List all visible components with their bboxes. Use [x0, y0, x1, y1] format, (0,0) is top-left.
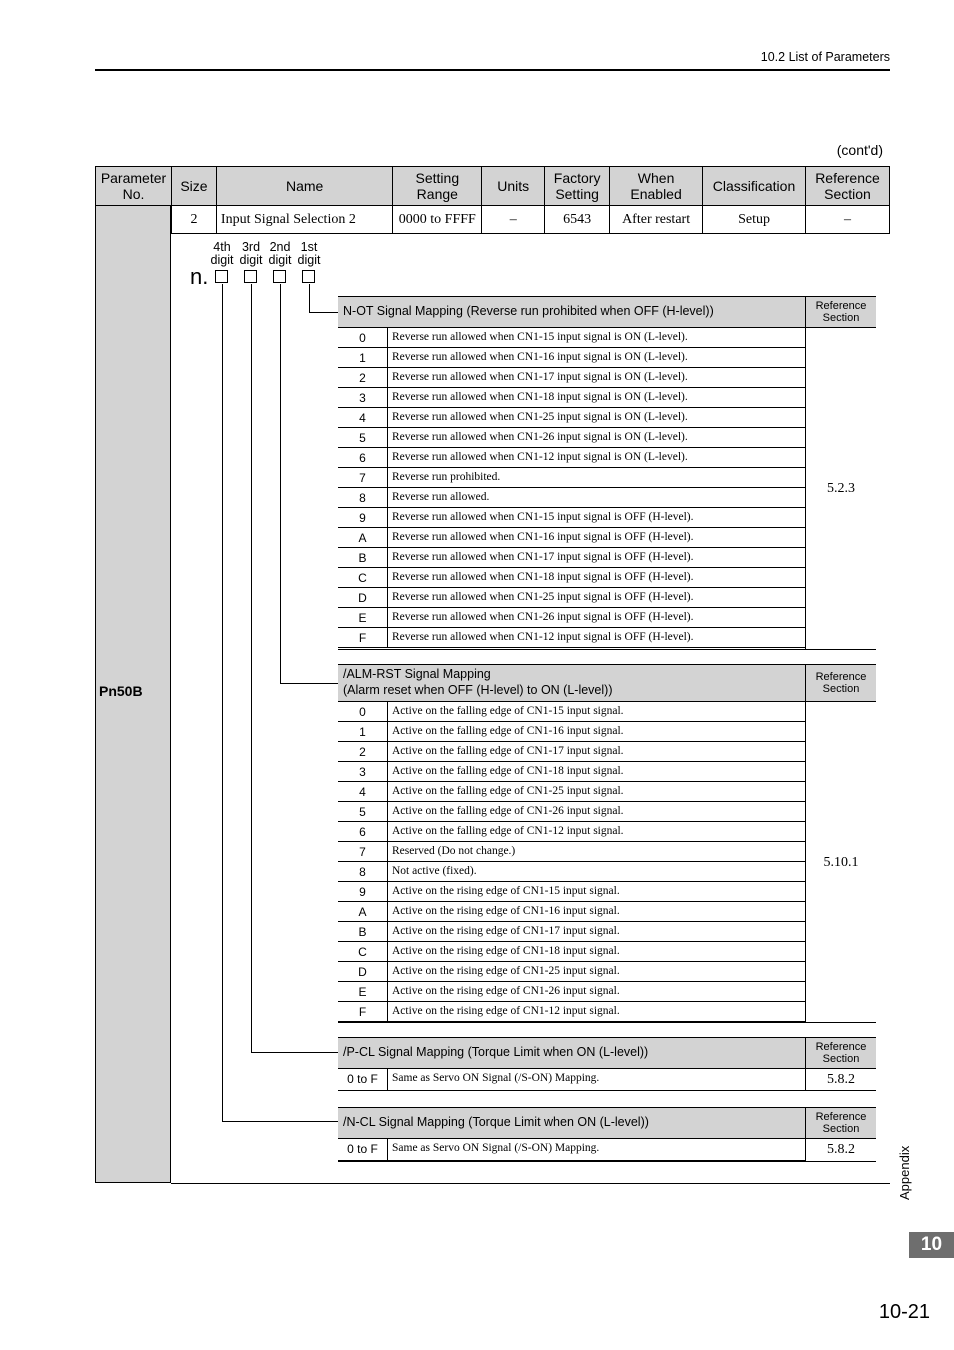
column-separator: [387, 762, 388, 781]
list-item: [338, 842, 805, 862]
digit-word: digit: [297, 253, 321, 267]
digit-word: digit: [239, 253, 263, 267]
column-separator: [387, 802, 388, 821]
setting-description: Active on the falling edge of CN1-16 input signal.: [392, 725, 624, 737]
digit-ordinal: 2nd: [269, 240, 291, 254]
column-separator: [387, 368, 388, 387]
setting-code: F: [358, 1005, 367, 1019]
ref-header-line2: Section: [822, 1053, 860, 1065]
ref-header-line2: Section: [822, 1123, 860, 1135]
column-separator: [387, 468, 388, 487]
ref-header-line1: Reference: [815, 1111, 867, 1123]
list-item: [338, 588, 805, 608]
column-separator: [387, 722, 388, 741]
column-separator: [387, 902, 388, 921]
setting-code: B: [358, 551, 367, 565]
cell-name: Input Signal Selection 2: [216, 206, 392, 234]
digit-ordinal: 3rd: [241, 240, 261, 254]
ref-header-line2: Section: [822, 312, 860, 324]
setting-description: Reverse run allowed when CN1-18 input signal is ON (L-level).: [392, 391, 688, 403]
column-separator: [387, 742, 388, 761]
list-item: [338, 702, 805, 722]
cell-when: After restart: [610, 206, 703, 234]
ref-header: [805, 665, 876, 701]
setting-code: 1: [359, 351, 366, 365]
setting-description: Reverse run allowed when CN1-26 input signal is OFF (H-level).: [392, 611, 694, 623]
setting-description: Active on the falling edge of CN1-25 input signal.: [392, 785, 624, 797]
setting-description: Reverse run allowed when CN1-17 input signal is OFF (H-level).: [392, 551, 694, 563]
setting-description: Active on the rising edge of CN1-16 input signal.: [392, 905, 620, 917]
setting-description: Active on the rising edge of CN1-17 input signal.: [392, 925, 620, 937]
digit-ordinal: 4th: [213, 240, 231, 254]
ref-value: 5.8.2: [805, 1139, 876, 1161]
col-header-classification: Classification: [703, 167, 806, 206]
column-separator: [387, 528, 388, 547]
digit-label-1st: [294, 241, 324, 267]
running-header: 10.2 List of Parameters: [760, 50, 890, 64]
list-item: [338, 862, 805, 882]
subtable-bottom-rule: [338, 649, 876, 650]
subtable-n-cl: [338, 1107, 876, 1162]
setting-code: E: [358, 985, 367, 999]
connector-4th: [222, 284, 223, 1122]
setting-description: Reverse run allowed when CN1-12 input signal is OFF (H-level).: [392, 631, 694, 643]
setting-description: Active on the rising edge of CN1-12 input signal.: [392, 1005, 620, 1017]
setting-code: C: [358, 945, 367, 959]
parameter-table: [95, 166, 890, 234]
list-item: [338, 982, 805, 1002]
connector-4th-h: [222, 1121, 338, 1122]
appendix-side-label: Appendix: [897, 1145, 912, 1200]
list-item: [338, 408, 805, 428]
setting-description: Reverse run prohibited.: [392, 471, 501, 483]
cell-reference: –: [805, 206, 889, 234]
setting-code: 0: [359, 331, 366, 345]
subtable-p-cl: [338, 1037, 876, 1091]
setting-code: 6: [359, 451, 366, 465]
setting-code: A: [358, 905, 367, 919]
setting-code: 3: [359, 765, 366, 779]
setting-code: 2: [359, 745, 366, 759]
subtable-bottom-rule: [338, 1161, 876, 1162]
setting-code: 2: [359, 371, 366, 385]
column-separator: [387, 922, 388, 941]
setting-description: Reverse run allowed when CN1-17 input signal is ON (L-level).: [392, 371, 688, 383]
list-item: [338, 368, 805, 388]
subtable-title-line2: (Alarm reset when OFF (H-level) to ON (L-level)): [343, 683, 613, 697]
list-item: [338, 922, 805, 942]
setting-description: Active on the rising edge of CN1-15 input signal.: [392, 885, 620, 897]
col-header-size: Size: [171, 167, 216, 206]
setting-description: Active on the falling edge of CN1-26 input signal.: [392, 805, 624, 817]
list-item: [338, 802, 805, 822]
list-item: [338, 508, 805, 528]
cell-factory: 6543: [545, 206, 610, 234]
setting-code: A: [358, 531, 367, 545]
setting-description: Reverse run allowed when CN1-16 input signal is ON (L-level).: [392, 351, 688, 363]
digit-label-2nd: [265, 241, 295, 267]
column-separator: [387, 842, 388, 861]
setting-code: 3: [359, 391, 366, 405]
column-separator: [387, 702, 388, 721]
cell-classification: Setup: [703, 206, 806, 234]
digit-box-2nd: [273, 270, 286, 283]
subtable-header: [338, 1037, 876, 1069]
list-item: [338, 628, 805, 648]
setting-code: 8: [359, 865, 366, 879]
col-header-units: Units: [482, 167, 545, 206]
setting-code: 6: [359, 825, 366, 839]
setting-code: 7: [359, 471, 366, 485]
column-separator: [387, 822, 388, 841]
col-header-setting-range: Setting Range: [393, 167, 482, 206]
setting-code: 0: [359, 705, 366, 719]
setting-description: Active on the rising edge of CN1-18 input signal.: [392, 945, 620, 957]
setting-description: Active on the falling edge of CN1-18 input signal.: [392, 765, 624, 777]
cell-units: –: [482, 206, 545, 234]
setting-description: Reverse run allowed when CN1-15 input signal is ON (L-level).: [392, 331, 688, 343]
setting-code: 4: [359, 785, 366, 799]
setting-code: C: [358, 571, 367, 585]
setting-description: Reverse run allowed when CN1-25 input signal is OFF (H-level).: [392, 591, 694, 603]
connector-1st: [309, 284, 310, 313]
setting-description: Reverse run allowed when CN1-18 input signal is OFF (H-level).: [392, 571, 694, 583]
digit-box-4th: [215, 270, 228, 283]
setting-description: Reserved (Do not change.): [392, 845, 516, 857]
setting-description: Reverse run allowed.: [392, 491, 490, 503]
column-separator: [387, 628, 388, 647]
ref-header-line2: Section: [822, 683, 860, 695]
list-item: [338, 488, 805, 508]
ref-value: 5.8.2: [805, 1069, 876, 1091]
subtable-header: [338, 1107, 876, 1139]
column-separator: [387, 782, 388, 801]
table-bottom-rule: [171, 1183, 890, 1184]
digit-label-4th: [207, 241, 237, 267]
column-separator: [387, 328, 388, 347]
setting-description: Active on the rising edge of CN1-26 input signal.: [392, 985, 620, 997]
page-number: 10-21: [878, 1301, 930, 1323]
digit-prefix: n.: [190, 264, 209, 289]
param-no-label: Pn50B: [99, 683, 143, 699]
list-item: [338, 942, 805, 962]
list-item: [338, 1002, 805, 1022]
list-item: [338, 328, 805, 348]
subtable-header: [338, 664, 876, 702]
subtable-title-line1: /ALM-RST Signal Mapping: [343, 667, 491, 681]
setting-code: 0 to F: [347, 1142, 378, 1156]
list-item: [338, 548, 805, 568]
list-item: [338, 722, 805, 742]
setting-description: Not active (fixed).: [392, 865, 477, 877]
header-rule: [95, 69, 890, 71]
digit-word: digit: [210, 253, 234, 267]
setting-description: Active on the falling edge of CN1-17 input signal.: [392, 745, 624, 757]
ref-header-line1: Reference: [815, 671, 867, 683]
continued-label: (cont'd): [836, 142, 883, 158]
list-item: [338, 742, 805, 762]
ref-header-line1: Reference: [815, 300, 867, 312]
column-separator: [387, 488, 388, 507]
list-item: [338, 388, 805, 408]
cell-size: 2: [171, 206, 216, 234]
digit-box-3rd: [244, 270, 257, 283]
column-separator: [387, 448, 388, 467]
subtable-bottom-rule: [338, 1022, 876, 1023]
column-separator: [387, 548, 388, 567]
list-item: [338, 962, 805, 982]
subtable-title: /P-CL Signal Mapping (Torque Limit when ON (L-level)): [343, 1045, 649, 1059]
setting-description: Reverse run allowed when CN1-26 input signal is ON (L-level).: [392, 431, 688, 443]
list-item: [338, 1069, 805, 1091]
setting-description: Reverse run allowed when CN1-12 input signal is ON (L-level).: [392, 451, 688, 463]
subtable-title: N-OT Signal Mapping (Reverse run prohibited when OFF (H-level)): [343, 304, 714, 318]
column-separator: [387, 588, 388, 607]
column-separator: [387, 568, 388, 587]
column-separator: [387, 882, 388, 901]
ref-header: [805, 1108, 876, 1138]
list-item: [338, 608, 805, 628]
subtable-alm-rst: [338, 664, 876, 1023]
column-separator: [387, 508, 388, 527]
setting-code: B: [358, 925, 367, 939]
setting-code: 5: [359, 805, 366, 819]
setting-code: D: [358, 965, 367, 979]
column-separator: [387, 1139, 388, 1160]
column-separator: [387, 1069, 388, 1090]
list-item: [338, 348, 805, 368]
list-item: [338, 568, 805, 588]
setting-code: 7: [359, 845, 366, 859]
subtable-bottom-rule: [338, 1090, 876, 1091]
col-header-factory-setting: Factory Setting: [545, 167, 610, 206]
col-header-param-no: Parameter No.: [96, 167, 172, 206]
setting-code: F: [358, 631, 367, 645]
chapter-tab: 10: [909, 1232, 954, 1258]
table-row: [96, 206, 890, 234]
column-separator: [387, 428, 388, 447]
setting-code: D: [358, 591, 367, 605]
list-item: [338, 902, 805, 922]
column-separator: [387, 862, 388, 881]
subtable-n-ot: [338, 296, 876, 650]
setting-code: 9: [359, 511, 366, 525]
connector-3rd: [251, 284, 252, 1053]
col-header-name: Name: [216, 167, 392, 206]
digit-ordinal: 1st: [300, 240, 318, 254]
subtable-title: /N-CL Signal Mapping (Torque Limit when ON (L-level)): [343, 1115, 649, 1129]
setting-description: Same as Servo ON Signal (/S-ON) Mapping.: [392, 1142, 600, 1154]
column-separator: [387, 348, 388, 367]
ref-value: 5.10.1: [805, 702, 876, 1023]
list-item: [338, 822, 805, 842]
list-item: [338, 448, 805, 468]
column-separator: [387, 408, 388, 427]
list-item: [338, 882, 805, 902]
setting-description: Reverse run allowed when CN1-25 input signal is ON (L-level).: [392, 411, 688, 423]
cell-range: 0000 to FFFF: [393, 206, 482, 234]
connector-2nd-h: [280, 683, 338, 684]
connector-2nd: [280, 284, 281, 684]
setting-code: 0 to F: [347, 1072, 378, 1086]
list-item: [338, 782, 805, 802]
setting-code: E: [358, 611, 367, 625]
column-separator: [387, 942, 388, 961]
list-item: [338, 468, 805, 488]
connector-3rd-h: [251, 1052, 338, 1053]
col-header-reference: Reference Section: [805, 167, 889, 206]
ref-header: [805, 1038, 876, 1068]
column-separator: [387, 388, 388, 407]
digit-label-3rd: [236, 241, 266, 267]
connector-1st-h: [309, 312, 338, 313]
setting-description: Active on the falling edge of CN1-15 input signal.: [392, 705, 624, 717]
list-item: [338, 428, 805, 448]
setting-description: Active on the falling edge of CN1-12 input signal.: [392, 825, 624, 837]
digit-box-1st: [302, 270, 315, 283]
ref-value: 5.2.3: [805, 328, 876, 650]
column-separator: [387, 608, 388, 627]
subtable-header: [338, 296, 876, 328]
col-header-when-enabled: When Enabled: [610, 167, 703, 206]
setting-code: 9: [359, 885, 366, 899]
column-separator: [387, 962, 388, 981]
list-item: [338, 528, 805, 548]
table-header-row: [96, 167, 890, 206]
list-item: [338, 1139, 805, 1161]
setting-code: 5: [359, 431, 366, 445]
setting-description: Reverse run allowed when CN1-16 input signal is OFF (H-level).: [392, 531, 694, 543]
column-separator: [387, 1002, 388, 1021]
setting-code: 4: [359, 411, 366, 425]
setting-code: 8: [359, 491, 366, 505]
setting-description: Reverse run allowed when CN1-15 input signal is OFF (H-level).: [392, 511, 694, 523]
digit-word: digit: [268, 253, 292, 267]
column-separator: [387, 982, 388, 1001]
setting-description: Active on the rising edge of CN1-25 input signal.: [392, 965, 620, 977]
setting-code: 1: [359, 725, 366, 739]
list-item: [338, 762, 805, 782]
ref-header: [805, 297, 876, 327]
ref-header-line1: Reference: [815, 1041, 867, 1053]
setting-description: Same as Servo ON Signal (/S-ON) Mapping.: [392, 1072, 600, 1084]
